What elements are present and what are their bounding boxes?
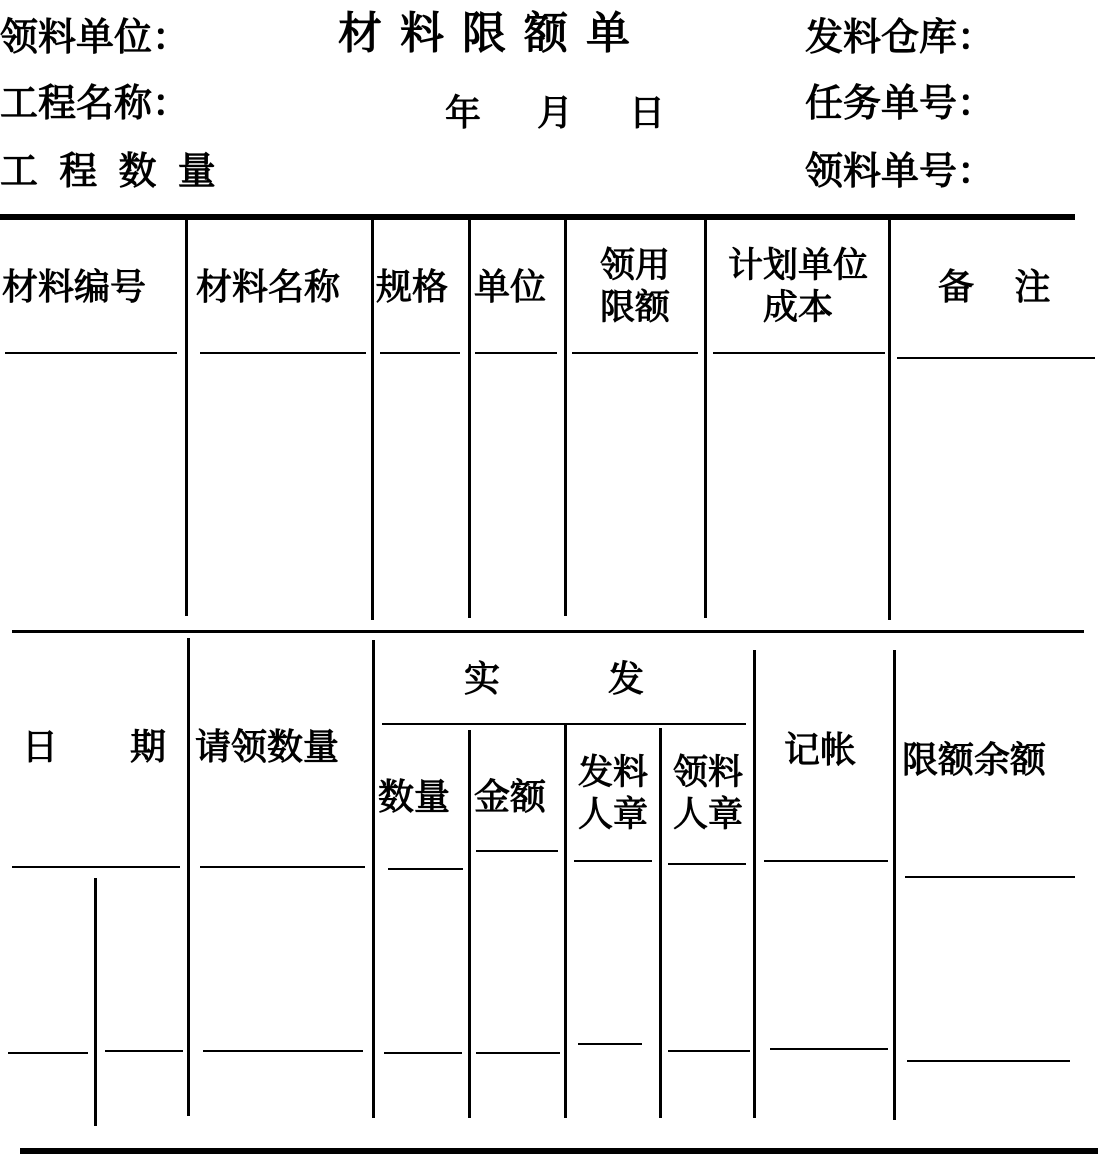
entry-line [5, 352, 177, 354]
table2-bottom-border [20, 1148, 1098, 1154]
header-date: 日 期 [22, 727, 167, 768]
header-quantity: 数量 [378, 777, 451, 818]
task-number-label: 任务单号： [805, 81, 996, 125]
requisition-number-label: 领料单号： [805, 149, 996, 193]
entry-line [668, 863, 746, 865]
entry-line [200, 352, 366, 354]
table-separator [12, 630, 1084, 633]
header-remarks: 备 注 [938, 267, 1065, 308]
entry-line [200, 866, 365, 868]
entry-line [574, 860, 652, 862]
actual-issue-underline [382, 723, 746, 725]
receiving-unit-label: 领料单位： [0, 15, 191, 59]
table1-divider [185, 218, 188, 616]
entry-line [476, 850, 558, 852]
header-actual-issue: 实 发 [464, 659, 645, 700]
entry-line [475, 352, 557, 354]
entry-line [897, 357, 1095, 359]
warehouse-label: 发料仓库： [805, 15, 996, 59]
header-specification: 规格 [376, 267, 449, 308]
entry-line [105, 1050, 183, 1052]
entry-line [770, 1048, 888, 1050]
entry-line [476, 1052, 560, 1054]
table2-divider [753, 650, 756, 1118]
entry-line [388, 868, 463, 870]
table1-top-border [0, 214, 1075, 220]
entry-line [713, 352, 885, 354]
header-bookkeeping: 记帐 [784, 730, 857, 771]
table2-divider [893, 650, 896, 1120]
entry-line [380, 352, 460, 354]
entry-line [12, 866, 180, 868]
entry-line [578, 1043, 642, 1045]
table1-divider [888, 215, 891, 620]
table2-divider [564, 725, 567, 1118]
date-split-divider [94, 878, 97, 1126]
table1-divider [704, 218, 707, 618]
header-amount: 金额 [474, 777, 547, 818]
entry-line [668, 1050, 750, 1052]
table1-divider [468, 220, 471, 618]
table2-divider [372, 640, 375, 1118]
entry-line [764, 860, 888, 862]
table1-divider [564, 218, 567, 616]
table2-divider [468, 730, 471, 1118]
header-material-name: 材料名称 [196, 267, 341, 308]
header-planned-unit-cost: 计划单位 成本 [727, 246, 868, 328]
project-name-label: 工程名称： [0, 81, 191, 125]
header-receiver-stamp: 领料 人章 [672, 753, 743, 835]
header-request-quantity: 请领数量 [195, 727, 340, 768]
project-quantity-label: 工 程 数 量 [0, 149, 220, 193]
table2-divider [187, 638, 190, 1116]
table2-divider [659, 728, 662, 1118]
header-issuer-stamp: 发料 人章 [577, 753, 648, 835]
header-limit-balance: 限额余额 [902, 740, 1047, 781]
date-label: 年 月 日 [445, 93, 676, 134]
entry-line [907, 1060, 1070, 1062]
header-usage-limit: 领用 限额 [599, 246, 670, 328]
entry-line [384, 1052, 462, 1054]
entry-line [8, 1052, 88, 1054]
entry-line [572, 352, 698, 354]
entry-line [203, 1050, 363, 1052]
entry-line [905, 876, 1075, 878]
header-unit: 单位 [474, 267, 547, 308]
header-material-code: 材料编号 [2, 267, 147, 308]
form-title: 材料限额单 [338, 8, 648, 59]
table1-divider [371, 220, 374, 620]
